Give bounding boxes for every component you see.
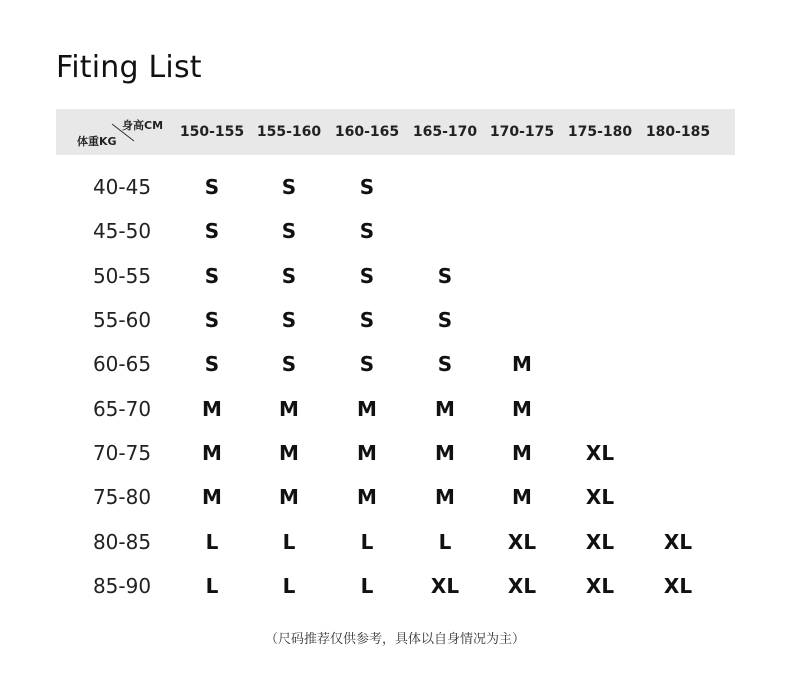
size-cell: L xyxy=(282,530,296,554)
size-cell: S xyxy=(281,352,297,376)
size-cell: M xyxy=(512,352,532,376)
size-cell: M xyxy=(279,485,299,509)
column-header: 150-155 xyxy=(179,124,245,140)
size-cell: S xyxy=(281,219,297,243)
size-cell: S xyxy=(437,352,453,376)
size-cell: M xyxy=(435,397,455,421)
size-cell: M xyxy=(512,397,532,421)
size-cell: L xyxy=(205,574,219,598)
size-cell: XL xyxy=(663,574,693,598)
size-cell: L xyxy=(360,530,374,554)
size-cell: S xyxy=(204,264,220,288)
size-cell: S xyxy=(359,352,375,376)
row-header-weight: 55-60 xyxy=(92,308,152,332)
size-cell: S xyxy=(281,308,297,332)
size-cell: M xyxy=(202,485,222,509)
size-cell: S xyxy=(204,219,220,243)
row-header-weight: 40-45 xyxy=(92,175,152,199)
size-cell: M xyxy=(512,441,532,465)
size-cell: M xyxy=(512,485,532,509)
size-cell: M xyxy=(279,397,299,421)
size-cell: L xyxy=(360,574,374,598)
size-cell: S xyxy=(359,175,375,199)
size-cell: M xyxy=(202,397,222,421)
size-cell: M xyxy=(357,441,377,465)
size-cell: XL xyxy=(585,530,615,554)
row-header-weight: 85-90 xyxy=(92,574,152,598)
row-header-weight: 60-65 xyxy=(92,352,152,376)
size-cell: S xyxy=(281,264,297,288)
size-note: （尺码推荐仅供参考，具体以自身情况为主） xyxy=(264,632,525,647)
size-cell: L xyxy=(282,574,296,598)
row-header-weight: 45-50 xyxy=(92,219,152,243)
size-cell: S xyxy=(204,352,220,376)
size-cell: XL xyxy=(663,530,693,554)
row-header-weight: 65-70 xyxy=(92,397,152,421)
row-header-weight: 75-80 xyxy=(92,485,152,509)
size-cell: XL xyxy=(507,530,537,554)
size-cell: S xyxy=(359,264,375,288)
column-header: 160-165 xyxy=(334,124,400,140)
column-header: 165-170 xyxy=(412,124,478,140)
size-cell: M xyxy=(435,441,455,465)
column-header: 180-185 xyxy=(645,124,711,140)
size-cell: M xyxy=(435,485,455,509)
size-cell: L xyxy=(205,530,219,554)
page-title: Fiting List xyxy=(56,50,202,85)
size-cell: M xyxy=(357,397,377,421)
size-cell: S xyxy=(437,308,453,332)
size-cell: XL xyxy=(430,574,460,598)
size-cell: L xyxy=(438,530,452,554)
size-cell: S xyxy=(281,175,297,199)
size-cell: XL xyxy=(585,485,615,509)
size-cell: S xyxy=(437,264,453,288)
corner-cell xyxy=(56,109,176,155)
height-axis-label: 身高CM xyxy=(122,119,164,132)
size-cell: S xyxy=(359,308,375,332)
row-header-weight: 70-75 xyxy=(92,441,152,465)
weight-axis-label: 体重KG xyxy=(77,135,117,148)
column-header: 170-175 xyxy=(489,124,555,140)
size-cell: S xyxy=(204,308,220,332)
column-header: 155-160 xyxy=(256,124,322,140)
size-cell: XL xyxy=(585,441,615,465)
row-header-weight: 50-55 xyxy=(92,264,152,288)
column-header: 175-180 xyxy=(567,124,633,140)
size-cell: XL xyxy=(585,574,615,598)
size-cell: M xyxy=(279,441,299,465)
row-header-weight: 80-85 xyxy=(92,530,152,554)
size-cell: XL xyxy=(507,574,537,598)
size-cell: M xyxy=(202,441,222,465)
size-cell: M xyxy=(357,485,377,509)
size-cell: S xyxy=(204,175,220,199)
size-cell: S xyxy=(359,219,375,243)
